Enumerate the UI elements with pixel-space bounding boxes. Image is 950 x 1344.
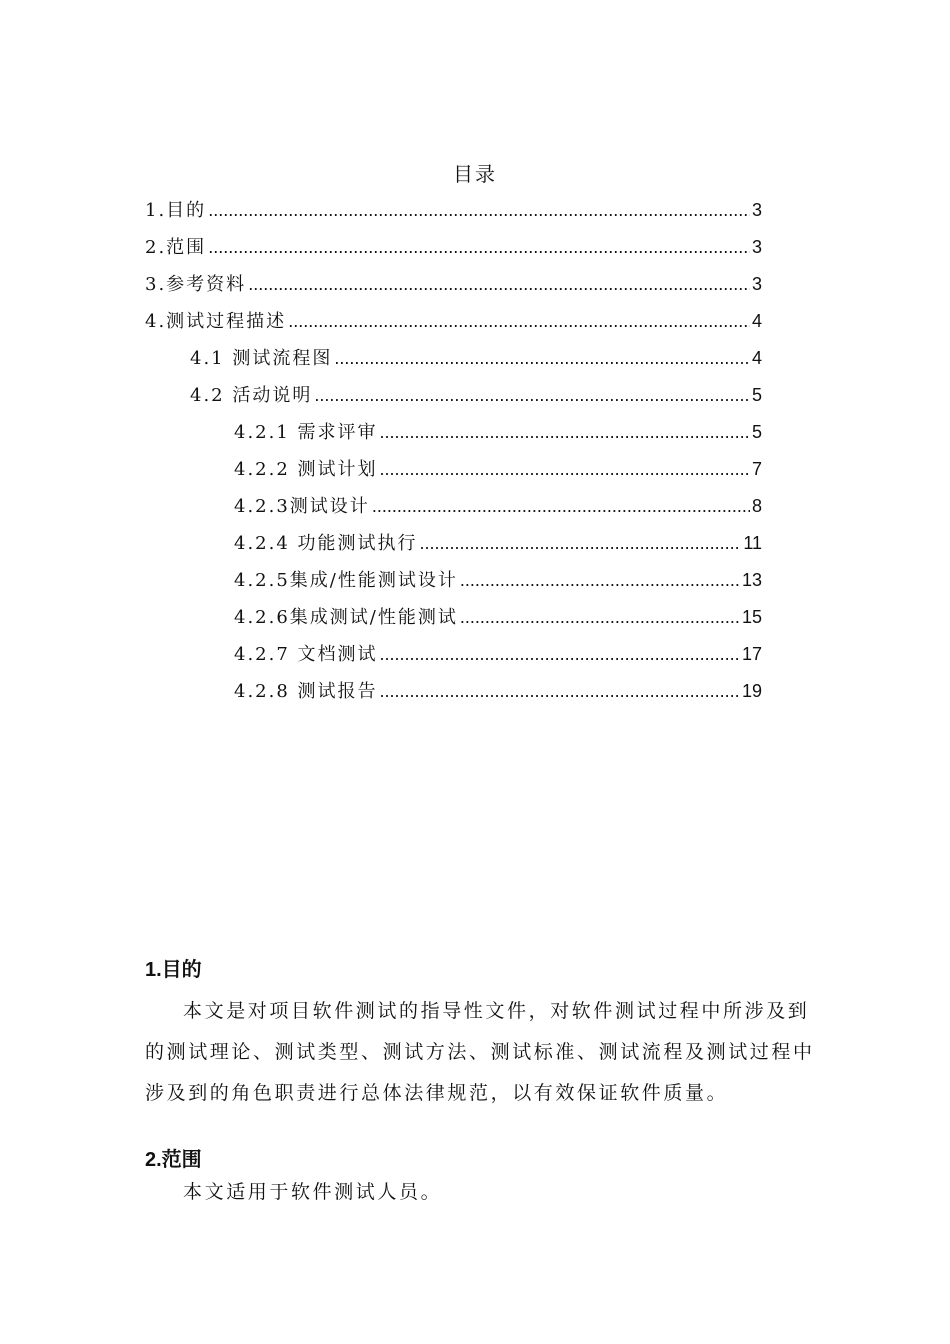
toc-entry-label: 4.2.1 需求评审: [234, 422, 378, 443]
toc-page-number: 4: [751, 311, 762, 331]
toc-entry-label: 3.参考资料: [145, 274, 247, 295]
toc-entry-label: 2.范围: [145, 237, 207, 258]
toc-entry-activities[interactable]: [190, 381, 762, 411]
toc-title: 目录: [453, 162, 497, 186]
toc-entry-test-design[interactable]: [234, 492, 762, 522]
toc-leader-dots: [380, 681, 740, 702]
toc-leader-dots: [334, 348, 750, 369]
toc-entry-label: 4.测试过程描述: [145, 311, 287, 332]
toc-page-number: 7: [751, 459, 762, 479]
toc-page-number: 3: [751, 274, 762, 294]
toc-entry-label: 4.1 测试流程图: [190, 348, 333, 369]
toc-entry-functional-execution[interactable]: [234, 529, 762, 559]
toc-page-number: 3: [751, 237, 762, 257]
toc-leader-dots: [460, 570, 740, 591]
toc-leader-dots: [380, 422, 750, 443]
toc-entry-requirements-review[interactable]: [234, 418, 762, 448]
toc-entry-test-report[interactable]: [234, 677, 762, 707]
toc-page-number: 4: [751, 348, 762, 368]
toc-page-number: 17: [741, 644, 762, 664]
toc-page-number: 8: [751, 496, 762, 516]
toc-leader-dots: [208, 200, 750, 221]
section-heading-purpose: 1.目的: [145, 959, 202, 981]
toc-entry-label: 4.2.6集成测试/性能测试: [234, 607, 458, 628]
section-heading-scope: 2.范围: [145, 1149, 202, 1171]
toc-leader-dots: [314, 385, 750, 406]
toc-entry-label: 4.2.2 测试计划: [234, 459, 378, 480]
toc-entry-process[interactable]: [145, 307, 762, 337]
toc-entry-label: 4.2.8 测试报告: [234, 681, 378, 702]
toc-leader-dots: [380, 644, 740, 665]
toc-page-number: 19: [741, 681, 762, 701]
toc-page-number: 3: [751, 200, 762, 220]
toc-entry-label: 4.2.3测试设计: [234, 496, 370, 517]
toc-leader-dots: [208, 237, 750, 258]
section-body-scope: 本文适用于软件测试人员。: [183, 1181, 443, 1203]
toc-page-number: 15: [741, 607, 762, 627]
toc-entry-references[interactable]: [145, 270, 762, 300]
toc-entry-integration-design[interactable]: [234, 566, 762, 596]
toc-leader-dots: [460, 607, 740, 628]
toc-leader-dots: [248, 274, 750, 295]
toc-page-number: 13: [741, 570, 762, 590]
toc-entry-scope[interactable]: [145, 233, 762, 263]
toc-page-number: 11: [743, 533, 762, 553]
toc-leader-dots: [420, 533, 742, 554]
toc-entry-label: 4.2.5集成/性能测试设计: [234, 570, 458, 591]
toc-entry-flowchart[interactable]: [190, 344, 762, 374]
toc-entry-label: 4.2 活动说明: [190, 385, 313, 406]
toc-entry-purpose[interactable]: [145, 196, 762, 226]
toc-entry-label: 1.目的: [145, 200, 207, 221]
toc-entry-label: 4.2.4 功能测试执行: [234, 533, 418, 554]
toc-entry-integration-testing[interactable]: [234, 603, 762, 633]
toc-page-number: 5: [751, 422, 762, 442]
section-body-purpose: 本文是对项目软件测试的指导性文件，对软件测试过程中所涉及到的测试理论、测试类型、测试方法、测试标准、测试流程及测试过程中涉及到的角色职责进行总体法律规范，以有效保证软件质量。: [145, 1000, 815, 1104]
toc-leader-dots: [372, 496, 750, 517]
toc-page-number: 5: [751, 385, 762, 405]
toc-entry-document-testing[interactable]: [234, 640, 762, 670]
toc-leader-dots: [380, 459, 750, 480]
toc-entry-test-plan[interactable]: [234, 455, 762, 485]
toc-leader-dots: [288, 311, 750, 332]
toc-entry-label: 4.2.7 文档测试: [234, 644, 378, 665]
